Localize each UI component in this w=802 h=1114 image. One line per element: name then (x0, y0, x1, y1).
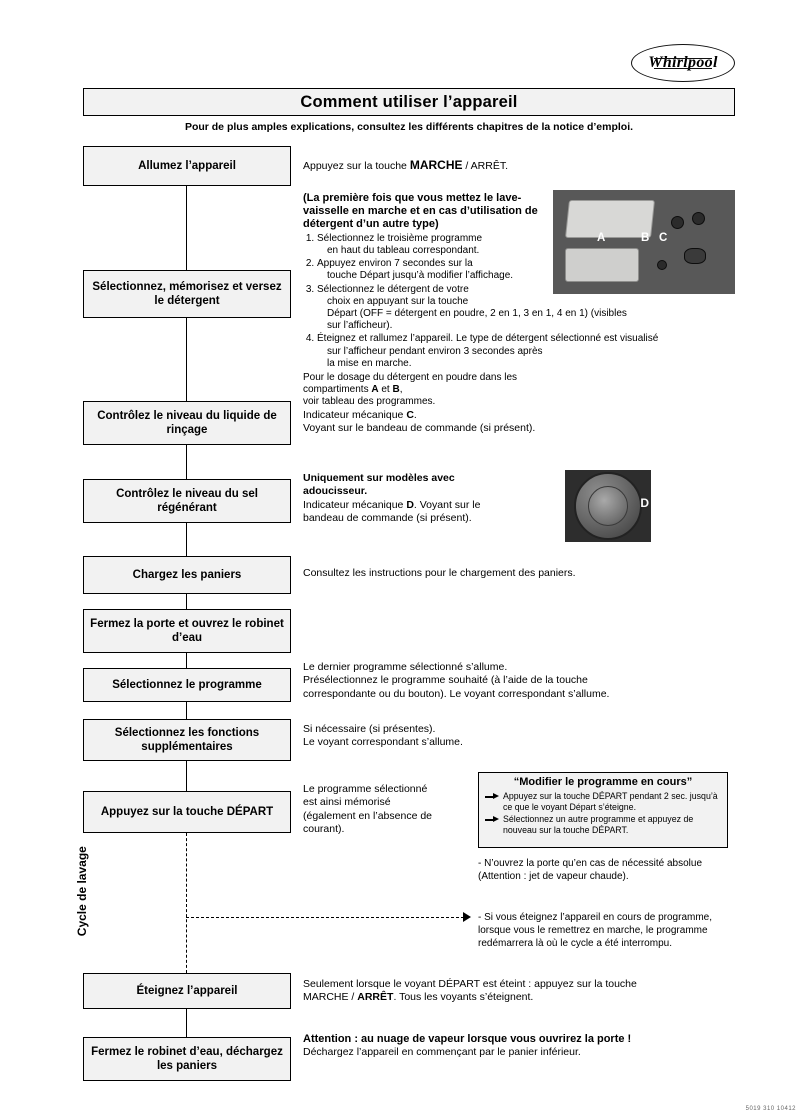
salt-indicator-photo (565, 470, 651, 542)
dosage-line2: voir tableau des programmes. (303, 395, 436, 407)
flow-step-label: Contrôlez le niveau du sel régénérant (116, 487, 258, 514)
salt-title-line-1: Uniquement sur modèles avec (303, 472, 455, 484)
wash-cycle-arrow-head (463, 912, 471, 922)
flow-step-salt (83, 479, 291, 523)
dispenser-knob-4 (657, 260, 667, 270)
detail-press-start (303, 783, 473, 837)
step-cont: choix en appuyant sur la touche (327, 295, 469, 307)
rinse-aid-line-1 (303, 409, 583, 422)
text: . Voyant sur le (413, 498, 481, 511)
flow-step-detergent (83, 270, 291, 318)
flow-step-extra-functions (83, 719, 291, 761)
flow-step-label: Appuyez sur la touche DÉPART (100, 805, 274, 818)
arrow-right-icon (485, 793, 499, 800)
note-row-text: Appuyez sur la touche DÉPART pendant 2 sec. jusqu’à ce que le voyant Départ s’éteigne. (503, 791, 718, 812)
connector-2 (186, 318, 187, 401)
connector-6 (186, 653, 187, 668)
start-line-2: est ainsi mémorisé (303, 796, 391, 809)
flow-step-label: Sélectionnez, mémorisez et versez le détergent (92, 280, 282, 307)
list-item (317, 233, 551, 257)
steam-warning: Attention : au nuage de vapeur lorsque vous ouvrirez la porte ! (303, 1033, 632, 1045)
flow-step-unload (83, 1037, 291, 1081)
page-subtitle: Pour de plus amples explications, consultez les différents chapitres de la notice d’emploi. (184, 121, 634, 133)
salt-line-1 (303, 499, 553, 512)
detergent-intro: (La première fois que vous mettez le lave-vaisselle en marche et en cas d’utilisation de détergent d’un autre type) (303, 192, 538, 230)
step-cont2: Départ (OFF = détergent en poudre, 2 en 1, 3 en 1, 4 en 1) (visibles (327, 308, 627, 320)
dosage-post: , (399, 383, 403, 395)
program-line-2: Présélectionnez le programme souhaité (à l’aide de la touche (303, 674, 588, 687)
step-main: Éteignez et rallumez l’appareil. Le type de détergent sélectionné est visualisé (317, 333, 659, 345)
detail-unload (303, 1032, 733, 1060)
detail-power-off (303, 978, 728, 1005)
indicator-d: D (406, 498, 414, 511)
text: . Tous les voyants s’éteignent. (393, 991, 534, 1004)
list-item (317, 333, 659, 370)
detail-extra-functions (303, 723, 623, 750)
step-cont: sur l’afficheur pendant environ 3 secondes après la mise en marche. (327, 345, 543, 369)
note-row (485, 791, 721, 812)
dispenser-tray-lower (565, 248, 639, 282)
arrow-right-icon (485, 816, 499, 823)
list-item (317, 258, 551, 282)
bullet-door-warning: - N’ouvrez la porte qu’en cas de nécessité absolue (Attention : jet de vapeur chaude). (478, 858, 703, 882)
flow-step-power-off (83, 973, 291, 1009)
start-line-4: courant). (303, 823, 345, 836)
arret-keyword: ARRÊT (357, 991, 394, 1004)
connector-3 (186, 445, 187, 479)
detail-rinse-aid (303, 409, 583, 436)
step-cont3: sur l’afficheur). (327, 320, 393, 332)
flow-step-label: Sélectionnez le programme (112, 678, 262, 691)
step-main: Sélectionnez le détergent de votre (317, 283, 469, 295)
step-main: Appuyez environ 7 secondes sur la (317, 258, 473, 270)
page-title-band (83, 88, 735, 116)
flow-step-label: Allumez l’appareil (138, 159, 236, 172)
detergent-dispenser-photo (553, 190, 735, 294)
dispenser-knob-3 (684, 248, 706, 264)
dispenser-knob-2 (692, 212, 705, 225)
connector-5 (186, 594, 187, 609)
program-line-1: Le dernier programme sélectionné s’allume. (303, 661, 508, 673)
detergent-steps (303, 232, 659, 370)
bullet-power-interruption: - Si vous éteignez l’appareil en cours de programme, lorsque vous le remettrez en marche, le programme redémarrera là où le cycle a été interrompu. (478, 912, 713, 949)
brand-name: Whirlpool (648, 54, 718, 71)
rinse-aid-line-2: Voyant sur le bandeau de commande (si présent). (303, 422, 536, 435)
step-main: Sélectionnez le troisième programme (317, 232, 483, 244)
program-line-3: correspondante ou du bouton). Le voyant correspondant s’allume. (303, 687, 610, 700)
detail-power-on (303, 158, 553, 173)
connector-8 (186, 761, 187, 791)
flow-step-label: Fermez la porte et ouvrez le robinet d’eau (90, 617, 284, 644)
detail-text: Appuyez sur la touche (303, 160, 410, 172)
cycle-de-lavage-label: Cycle de lavage (74, 846, 89, 937)
photo-label-a: A (597, 232, 606, 244)
wash-cycle-arrow-line (186, 917, 464, 918)
detergent-dosage (303, 372, 551, 408)
flow-step-load-baskets (83, 556, 291, 594)
flow-step-select-program (83, 668, 291, 702)
dial-inner (588, 486, 628, 526)
detail-text: / ARRÊT. (462, 160, 509, 172)
photo-label-c: C (659, 232, 668, 244)
connector-9 (186, 1009, 187, 1037)
power-off-line-1: Seulement lorsque le voyant DÉPART est éteint : appuyez sur la touche (303, 978, 637, 990)
flow-step-close-door (83, 609, 291, 653)
flow-step-label: Contrôlez le niveau du liquide de rinçage (97, 409, 277, 436)
dosage-mid: et (378, 383, 393, 395)
step-cont: touche Départ jusqu’à modifier l’affichage. (327, 270, 514, 282)
note-row-text: Sélectionnez un autre programme et appuyez de nouveau sur la touche DÉPART. (503, 814, 694, 835)
start-line-3: (également en l’absence de (303, 809, 433, 822)
dosage-pre: Pour le dosage du détergent en poudre dans les compartiments (303, 371, 518, 395)
compartment-b: B (392, 383, 400, 395)
marche-keyword: MARCHE (409, 158, 463, 172)
brand-logo (631, 44, 735, 82)
text: MARCHE / (303, 991, 358, 1004)
flow-step-press-start (83, 791, 291, 833)
flow-step-label: Éteignez l’appareil (136, 984, 238, 997)
modify-program-note-box (478, 772, 728, 848)
flow-step-label: Fermez le robinet d’eau, déchargez les paniers (91, 1045, 283, 1072)
text: Indicateur mécanique (303, 498, 407, 511)
note-row (485, 814, 721, 835)
compartment-a: A (371, 383, 379, 395)
detail-salt (303, 472, 553, 526)
text: Indicateur mécanique (303, 409, 407, 421)
indicator-c: C (406, 409, 414, 421)
detail-load-baskets (303, 567, 643, 580)
text: . (413, 409, 417, 421)
options-line-1: Si nécessaire (si présentes). (303, 723, 436, 735)
detail-select-program (303, 661, 633, 701)
flow-step-label: Chargez les paniers (132, 568, 242, 581)
salt-line-2: bandeau de commande (si présent). (303, 512, 472, 525)
list-item (317, 283, 627, 333)
dispenser-knob-1 (671, 216, 684, 229)
start-line-1: Le programme sélectionné (303, 783, 428, 795)
connector-wash-cycle (186, 833, 187, 973)
flow-step-rinse-aid (83, 401, 291, 445)
connector-1 (186, 186, 187, 281)
connector-7 (186, 702, 187, 719)
page-title: Comment utiliser l’appareil (300, 92, 518, 111)
note-box-title: “Modifier le programme en cours” (513, 776, 693, 788)
detail-detergent (303, 192, 659, 408)
power-off-line-2 (303, 991, 728, 1004)
connector-4 (186, 523, 187, 556)
photo-label-d: D (640, 496, 649, 510)
unload-line-2: Déchargez l’appareil en commençant par le panier inférieur. (303, 1046, 581, 1059)
options-line-2: Le voyant correspondant s’allume. (303, 736, 463, 749)
step-cont: en haut du tableau correspondant. (327, 245, 480, 257)
footer-code: 5019 310 10412 (745, 1106, 796, 1112)
baskets-line-1: Consultez les instructions pour le chargement des paniers. (303, 567, 576, 579)
flow-step-label: Sélectionnez les fonctions supplémentaires (114, 726, 260, 753)
photo-label-b: B (641, 232, 650, 244)
flow-step-power-on (83, 146, 291, 186)
salt-title-line-2: adoucisseur. (303, 485, 368, 498)
